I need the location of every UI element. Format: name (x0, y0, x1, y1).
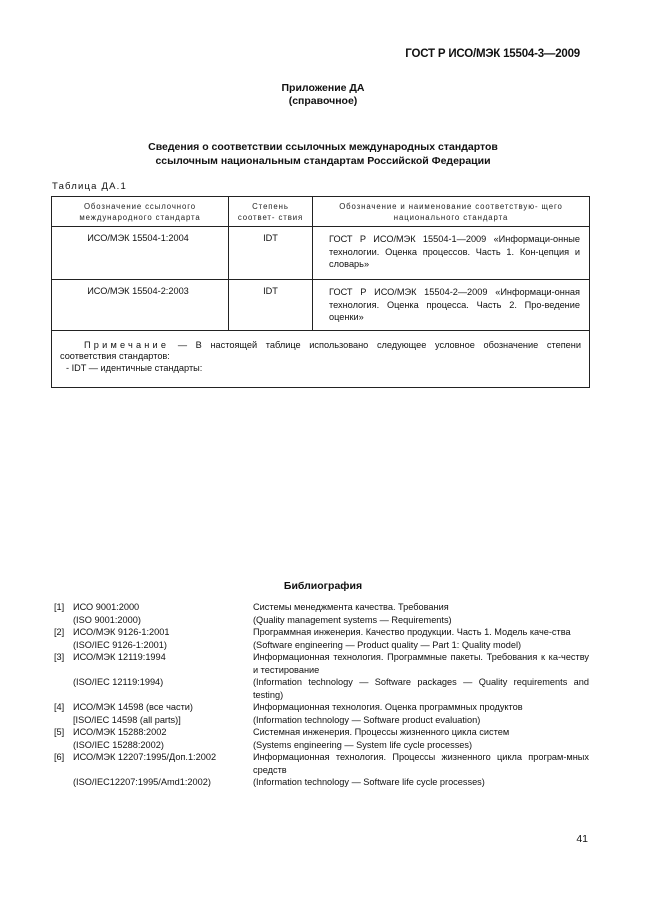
entry-designation: ИСО/МЭК 12119:1994 (73, 652, 166, 662)
entry-title: Информационная технология. Оценка программных продуктов (253, 702, 523, 712)
entry-designation: ИСО/МЭК 12207:1995/Доп.1:2002 (73, 752, 217, 762)
entry-number: [3] (54, 652, 65, 662)
entry-title: Информационная технология. Программные пакеты. Требования к ка-честву и тестирование (253, 652, 589, 675)
entry-designation: ИСО 9001:2000 (73, 602, 140, 612)
bibliography-title: Библиография (283, 580, 363, 592)
bibliography-entry (54, 626, 594, 639)
entry-number (54, 776, 73, 789)
degree-cell: IDT (229, 280, 313, 331)
entry-designation: ИСО/МЭК 14598 (все части) (73, 702, 193, 712)
table-row (52, 280, 590, 331)
entry-number (54, 714, 73, 727)
entry-number (54, 639, 73, 652)
entry-designation: (ISO/IEC 15288:2002) (73, 739, 164, 750)
entry-title: (Information technology — Software product evaluation) (253, 714, 481, 725)
entry-number: [6] (54, 752, 65, 762)
column-header: Обозначение и наименование соответствую- щего национального стандарта (313, 197, 590, 227)
note-label: Примечание (84, 339, 170, 350)
table-caption: Таблица ДА.1 (52, 181, 127, 192)
intl-standard-cell: ИСО/МЭК 15504-1:2004 (52, 227, 229, 280)
bibliography-entry (54, 676, 594, 701)
bibliography-entry (54, 614, 594, 627)
degree-cell: IDT (229, 227, 313, 280)
national-standard-cell: ГОСТ Р ИСО/МЭК 15504-2—2009 «Информаци-онная технология. Оценка процесса. Часть 2. Про-ведение оценки» (313, 280, 590, 331)
entry-number: [1] (54, 602, 65, 612)
entry-designation: (ISO/IEC 12119:1994) (73, 677, 164, 687)
bibliography-entry (54, 651, 594, 676)
entry-title: (Quality management systems — Requirements) (253, 614, 452, 625)
entry-title: (Software engineering — Product quality — Part 1: Quality model) (253, 639, 522, 650)
entry-title: Информационная технология. Процессы жизненного цикла програм-мных средств (253, 752, 589, 775)
entry-designation: (ISO 9001:2000) (73, 614, 141, 625)
entry-title: (Systems engineering — System life cycle processes) (253, 739, 473, 750)
correspondence-table (51, 196, 590, 388)
entry-designation: ИСО/МЭК 15288:2002 (73, 727, 167, 737)
intl-standard-cell: ИСО/МЭК 15504-2:2003 (52, 280, 229, 331)
national-standard-cell: ГОСТ Р ИСО/МЭК 15504-1—2009 «Информаци-онные технологии. Оценка процессов. Часть 1. Кон-цепция и словарь» (313, 227, 590, 280)
section-title-line1: Сведения о соответствии ссылочных международных стандартов (148, 141, 498, 153)
note-text: — В настоящей таблице использовано следующее условное обозначение степени соответствия стандартов: (60, 339, 581, 362)
bibliography-entry (54, 751, 594, 776)
bibliography-entry (54, 739, 594, 752)
column-header: Обозначение ссылочного международного стандарта (52, 197, 229, 227)
entry-number (54, 614, 73, 627)
entry-title: (Information technology — Software life cycle processes) (253, 777, 485, 787)
entry-designation: [ISO/IEC 14598 (all parts)] (73, 714, 181, 725)
bibliography-entry (54, 726, 594, 739)
column-header: Степень соответ- ствия (229, 197, 313, 227)
entry-number (54, 739, 73, 752)
bibliography-entry (54, 601, 594, 614)
entry-designation: (ISO/IEC12207:1995/Amd1:2002) (73, 777, 211, 787)
bibliography-entry (54, 639, 594, 652)
bibliography-entry (54, 714, 594, 727)
entry-title: (Information technology — Software packages — Quality requirements and testing) (253, 677, 589, 700)
bibliography-entry (54, 701, 594, 714)
note-item: - IDT — идентичные стандарты: (66, 362, 203, 373)
bibliography-list (54, 601, 594, 789)
document-header: ГОСТ Р ИСО/МЭК 15504-3—2009 (405, 48, 580, 60)
entry-number: [4] (54, 702, 65, 712)
entry-designation: (ISO/IEC 9126-1:2001) (73, 639, 167, 650)
appendix-subtitle: (справочное) (288, 95, 358, 107)
entry-designation: ИСО/МЭК 9126-1:2001 (73, 627, 170, 637)
entry-number (54, 676, 73, 701)
table-note-row (52, 330, 590, 387)
entry-number: [5] (54, 727, 65, 737)
entry-title: Программная инженерия. Качество продукции. Часть 1. Модель каче-ства (253, 627, 571, 637)
entry-title: Системы менеджмента качества. Требования (253, 602, 449, 612)
table-note (52, 330, 590, 387)
appendix-title: Приложение ДА (281, 82, 365, 94)
section-title-line2: ссылочным национальным стандартам Российской Федерации (155, 155, 491, 167)
note-paragraph (60, 340, 581, 363)
page-number: 41 (576, 833, 588, 845)
entry-number: [2] (54, 627, 65, 637)
table-header-row (52, 197, 590, 227)
bibliography-entry (54, 776, 594, 789)
table-row (52, 227, 590, 280)
entry-title: Системная инженерия. Процессы жизненного цикла систем (253, 727, 510, 737)
